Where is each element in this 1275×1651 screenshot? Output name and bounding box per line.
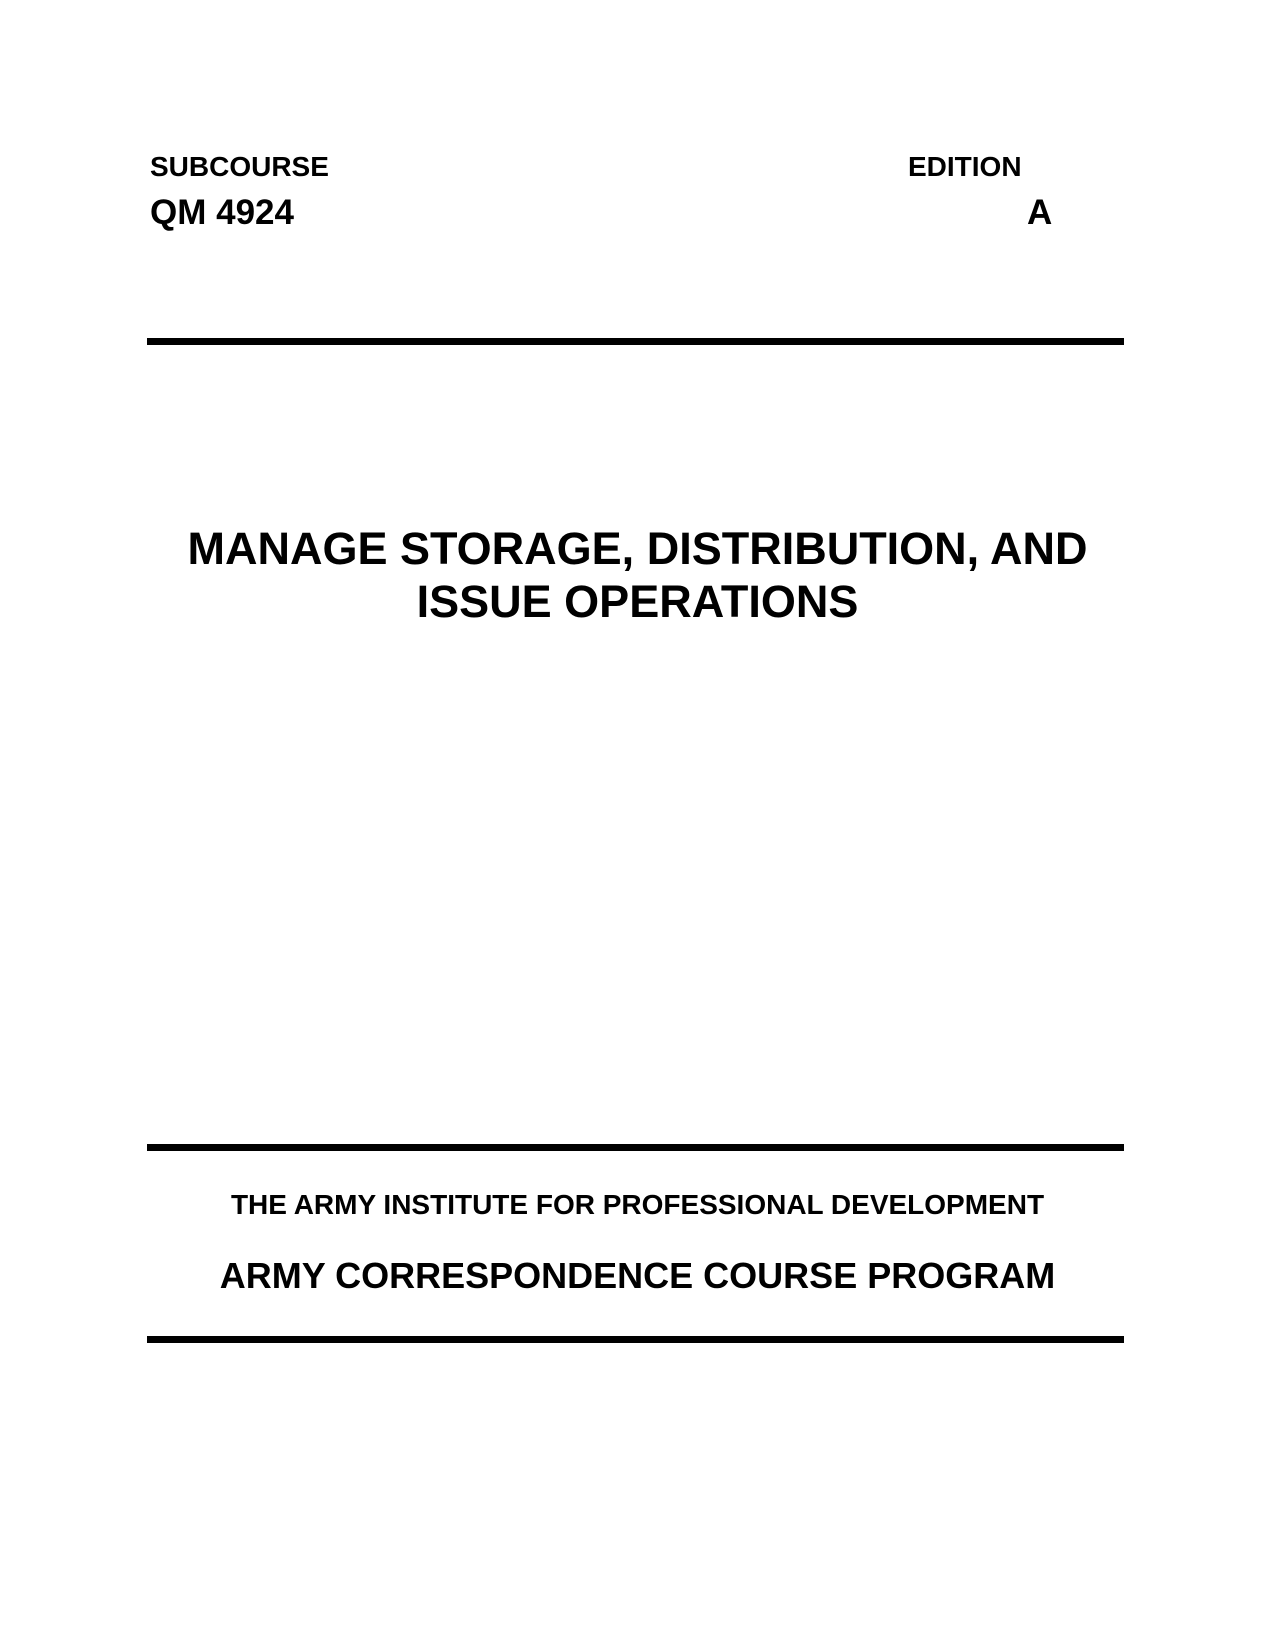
- top-rule: [147, 338, 1124, 345]
- subcourse-label: SUBCOURSE: [150, 151, 329, 182]
- bottom-rule: [147, 1336, 1124, 1343]
- institute-name: THE ARMY INSTITUTE FOR PROFESSIONAL DEVELOPMENT: [230, 1189, 1045, 1220]
- title-line-1: MANAGE STORAGE, DISTRIBUTION, AND: [187, 523, 1088, 574]
- program-name: ARMY CORRESPONDENCE COURSE PROGRAM: [219, 1255, 1056, 1296]
- edition-value: A: [1027, 193, 1053, 232]
- title-line-2: ISSUE OPERATIONS: [416, 576, 859, 627]
- subcourse-code: QM 4924: [150, 193, 294, 232]
- edition-label: EDITION: [908, 151, 1022, 182]
- document-title: [0, 522, 1275, 628]
- middle-rule: [147, 1144, 1124, 1151]
